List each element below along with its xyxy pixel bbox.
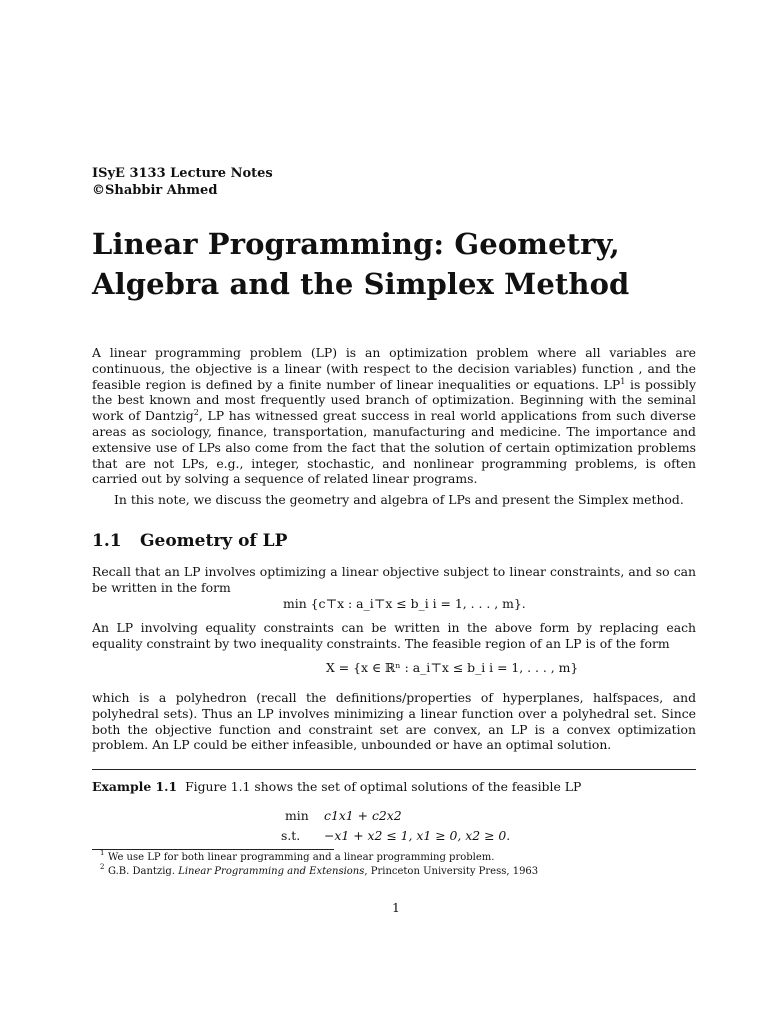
intro-paragraph <box>92 345 696 487</box>
footnote-2-book-title: Linear Programming and Extensions <box>178 866 365 877</box>
section-number: 1.1 <box>92 531 122 551</box>
section-heading <box>92 531 287 551</box>
footnote-ref-2[interactable]: 2 <box>193 408 199 418</box>
footnote-ref-1[interactable]: 1 <box>620 376 626 386</box>
intro-text-a: A linear programming problem (LP) is an optimization problem where all variables are continuous, the objective is a linear (with respect to the decision variables) function , and the feasible region is defined by a finite number of linear inequalities or equations. LP <box>92 345 696 392</box>
title-line-1: Linear Programming: Geometry, <box>92 227 620 261</box>
intro-text-c: , LP has witnessed great success in real world applications from such diverse areas as sociology, finance, transportation, manufacturing and medicine. The importance and extensive use of LPs also come from the fact that the solution of certain optimization problems that are not LPs, e.g., integer, stochastic, and nonlinear programming problems, is often carried out by solving a sequence of related linear programs. <box>92 408 696 487</box>
example-heading <box>92 779 581 794</box>
lp-min-label: min <box>285 808 309 823</box>
section-title: Geometry of LP <box>140 531 288 551</box>
paragraph-equality: An LP involving equality constraints can be written in the above form by replacing each equality constraint by two inequality constraints. The feasible region of an LP is of the form <box>92 620 696 651</box>
lp-st-label: s.t. <box>281 828 301 843</box>
equation-lp-form <box>283 596 526 611</box>
paragraph-lp-form: Recall that an LP involves optimizing a linear objective subject to linear constraints, and so can be written in the form <box>92 564 696 595</box>
equation-lp-form-text: min {c⊤x : a_i⊤x ≤ b_i i = 1, . . . , m}. <box>283 596 526 611</box>
equation-feasible-region-text: X = {x ∈ ℝⁿ : a_i⊤x ≤ b_i i = 1, . . . , m} <box>326 660 579 675</box>
lp-constraints: −x1 + x2 ≤ 1, x1 ≥ 0, x2 ≥ 0. <box>324 828 511 843</box>
intro-text-b: is possibly the best known and most frequently used branch of optimization. Beginning with the seminal work of Dantzig <box>92 376 696 424</box>
document-title <box>92 224 712 304</box>
footnote-2-author: G.B. Dantzig. <box>108 866 179 877</box>
footnote-1-text: We use LP for both linear programming and a linear programming problem. <box>108 852 495 863</box>
example-text: Figure 1.1 shows the set of optimal solutions of the feasible LP <box>185 779 582 794</box>
equation-feasible-region <box>326 660 578 675</box>
footnote-2-mark: 2 <box>100 863 105 871</box>
footnote-divider <box>92 849 334 850</box>
example-divider <box>92 769 696 770</box>
course-name: ISyE 3133 Lecture Notes <box>92 166 273 181</box>
footnote-2-publisher: , Princeton University Press, 1963 <box>364 866 539 877</box>
paragraph-polyhedron: which is a polyhedron (recall the definitions/properties of hyperplanes, halfspaces, and polyhedral sets). Thus an LP involves minimizing a linear function over a polyhedral set. Since both the objective function and constraint set are convex, an LP is a convex optimization problem. An LP could be either infeasible, unbounded or have an optimal solution. <box>92 690 696 753</box>
lp-objective: c1x1 + c2x2 <box>324 808 402 823</box>
author-name: ©Shabbir Ahmed <box>92 183 218 198</box>
footnote-2 <box>100 863 539 877</box>
intro-paragraph-2: In this note, we discuss the geometry and algebra of LPs and present the Simplex method. <box>114 492 684 507</box>
lecture-header <box>92 165 273 199</box>
page-number: 1 <box>392 900 400 915</box>
example-label: Example 1.1 <box>92 779 178 794</box>
title-line-2: Algebra and the Simplex Method <box>92 267 630 301</box>
footnote-1-mark: 1 <box>100 849 105 857</box>
footnote-1 <box>100 849 495 863</box>
